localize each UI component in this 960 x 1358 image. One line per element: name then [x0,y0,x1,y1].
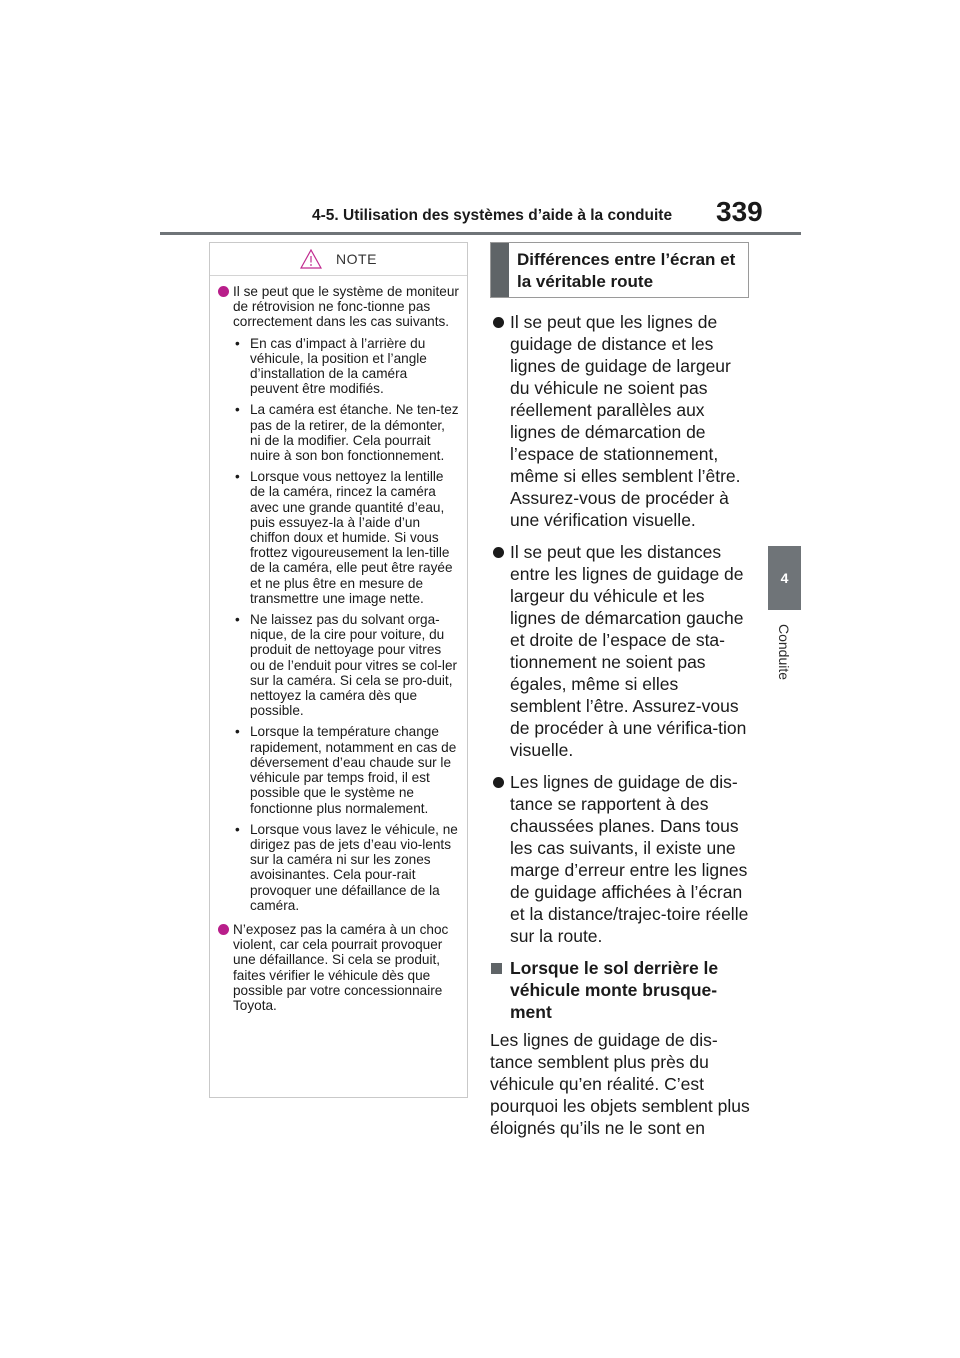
bullet-dot-icon [493,547,504,558]
section-heading: Différences entre l’écran et la véritable route [517,250,736,291]
bullet-dot-icon [218,286,229,297]
note-header [210,243,467,276]
paragraph: Les lignes de guidage de dis-tance semblent plus près du véhicule qu’en réalité. C’est pourquoi les objets semblent plus éloignés qu’ils ne le sont en [490,1030,750,1138]
section-heading-box [490,242,749,298]
note-sub-item: • Ne laissez pas du solvant orga-nique, de la cire pour voiture, du produit de nettoyage pour vitres ou de l’enduit pour vitres se col-ler sur la caméra. Si cela se pro-duit, nettoyez la caméra dès que possible. [235,612,458,719]
page-number: 339 [716,196,763,227]
note-item [218,922,459,1013]
bullet-dot-icon [218,924,229,935]
list-item: Il se peut que les distances entre les lignes de guidage de largeur du véhicule et les lignes de démarcation gauche et droite de l’espace de sta-tionnement ne soient pas égales, même si elles semblent l’être. Assurez-vous de procéder à une vérifica-tion visuelle. [490,541,752,761]
section-body [490,305,752,1139]
note-sub-item: • Lorsque vous nettoyez la lentille de la caméra, rincez la caméra avec une grande quantité d’eau, puis essuyez-la à l’aide d’un chiffon doux et humide. Si vous frottez vigoureusement la len-tille de la caméra, elle peut être rayée et ne plus être en mesure de transmettre une image nette. [235,469,453,606]
bullet-dot-icon [493,777,504,788]
note-sub-item: • En cas d’impact à l’arrière du véhicule, la position et l’angle d’installation de la caméra peuvent être modifiés. [235,335,427,397]
square-bullet-icon [491,963,502,974]
warning-icon [300,249,322,269]
note-label: NOTE [336,251,377,267]
header-rule [160,232,801,235]
note-body [210,276,467,1013]
note-item-text: N’exposez pas la caméra à un choc violent, car cela pourrait provoquer une défaillance. Si cela se produit, faites vérifier le véhicule dès que possible par votre concessionnaire Toyota. [233,921,449,1013]
note-item-text: Il se peut que le système de moniteur de rétrovision ne fonc-tionne pas correctement dans les cas suivants. [233,284,459,330]
chapter-tab: 4 [768,546,801,610]
subheading: Lorsque le sol derrière le véhicule monte brusque-ment [490,957,752,1023]
list-item: Il se peut que les lignes de guidage de distance et les lignes de guidage de largeur du véhicule ne soient pas réellement parallèles aux lignes de démarcation de l’espace de stationnement, même si elles semblent l’être. Assurez-vous de procéder à une vérification visuelle. [490,311,752,531]
list-item: Les lignes de guidage de dis-tance se rapportent à des chaussées planes. Dans tous les cas suivants, il existe une marge d’erreur entre les lignes de guidage affichées à l’écran et la distance/trajec-toire réelle sur la route. [490,771,752,947]
note-item [218,284,459,913]
note-sub-item: • La caméra est étanche. Ne ten-tez pas de la retirer, de la démonter, ni de la modifier. Cela pourrait nuire à son bon fonctionnement. [235,402,459,464]
note-box [209,242,468,1098]
note-sub-item: • Lorsque vous lavez le véhicule, ne dirigez pas de jets d’eau vio-lents sur la caméra ni sur les zones avoisinantes. Cela pour-rait provoquer une défaillance de la caméra. [235,821,458,913]
chapter-label [772,620,796,690]
heading-bar [491,243,509,297]
note-sub-item: • Lorsque la température change rapidement, notamment en cas de déversement d’eau chaude sur le véhicule par temps froid, il est possible que le système ne fonctionne plus normalement. [235,724,457,816]
bullet-dot-icon [493,317,504,328]
section-title: 4-5. Utilisation des systèmes d’aide à la conduite [312,207,673,224]
chapter-label-text: Conduite [776,623,793,681]
